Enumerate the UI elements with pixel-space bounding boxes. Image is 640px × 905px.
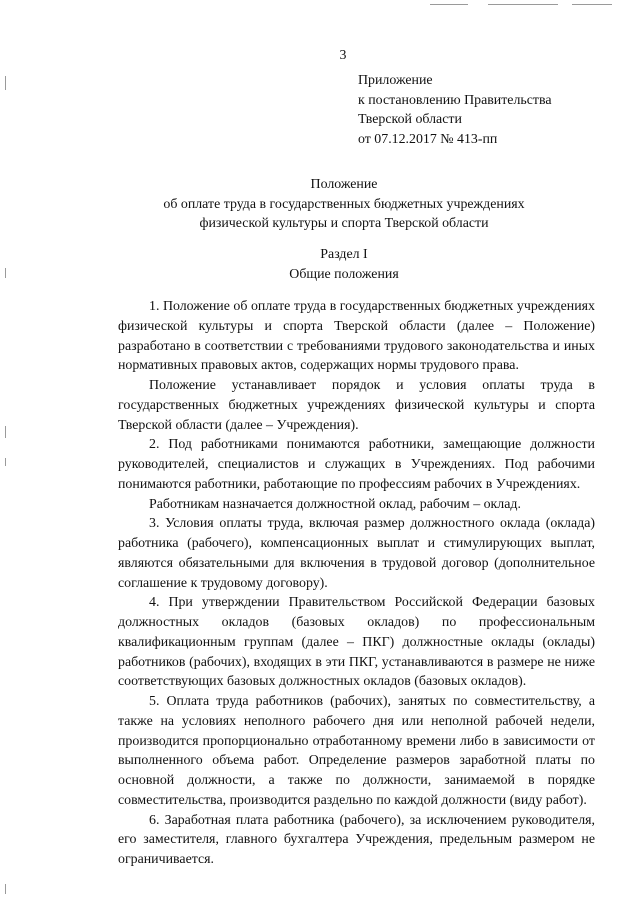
scan-artifact [430,4,468,5]
paragraph: Положение устанавливает порядок и условия оплаты труда в государственных бюджетных учреждениях физической культуры и спорта Тверской области (далее – Учреждения). [118,378,595,433]
paragraph: 1. Положение об оплате труда в государственных бюджетных учреждениях физической культуры и спорта Тверской области (далее – Положение) разработано в соответствии с требованиями трудового законодательства и иных нормативных правовых актов, содержащих нормы трудового права. [118,299,595,374]
annex-block [358,71,552,149]
section-heading [118,245,570,284]
annex-line: от 07.12.2017 № 413-пп [358,131,498,147]
annex-line: Приложение [358,73,433,88]
scan-artifact [5,426,6,438]
scan-artifact [488,4,558,5]
title-line: Положение [310,177,378,192]
scan-artifact [5,884,6,894]
paragraph: 5. Оплата труда работников (рабочих), занятых по совместительству, а также на условиях неполного рабочего дня или неполной рабочей недели, производится пропорционально отработанному времени либо в зависимости от выполненного объема работ. Определение размеров заработной платы по основной должности, а также по должности, занимаемой в порядке совместительства, производится раздельно по каждой должности (виду работ). [118,694,595,808]
section-number: Раздел I [320,247,368,262]
document-body [118,297,595,870]
title-line: об оплате труда в государственных бюджетных учреждениях [163,196,525,212]
annex-line: к постановлению Правительства [358,92,552,108]
paragraph: 6. Заработная плата работника (рабочего), за исключением руководителя, его заместителя, главного бухгалтера Учреждения, предельным размером не ограничивается. [118,812,595,867]
scan-artifact [5,268,6,278]
document-title [118,175,570,234]
title-line: физической культуры и спорта Тверской области [199,216,489,232]
scan-artifact [5,458,6,466]
scan-artifact [572,4,612,5]
scan-artifact [5,76,6,90]
section-name: Общие положения [289,266,399,282]
paragraph: 3. Условия оплаты труда, включая размер должностного оклада (оклада) работника (рабочего), компенсационных выплат и стимулирующих выплат, являются обязательными для включения в трудовой договор (дополнительное соглашение к трудовому договору). [118,516,595,591]
paragraph: 4. При утверждении Правительством Российской Федерации базовых должностных окладов (базовых окладов) по профессиональным квалификационным группам (далее – ПКГ) должностные оклады (оклады) работников (рабочих), входящих в эти ПКГ, устанавливаются в размере не ниже соответствующих базовых должностных окладов (базовых окладов). [118,595,595,690]
page-number: 3 [339,48,347,63]
annex-line: Тверской области [358,112,462,127]
paragraph: 2. Под работниками понимаются работники, замещающие должности руководителей, специалистов и служащих в Учреждениях. Под рабочими понимаются работники, работающие по профессиям рабочих в Учреждениях. [118,437,595,492]
paragraph: Работникам назначается должностной оклад, рабочим – оклад. [149,496,521,512]
